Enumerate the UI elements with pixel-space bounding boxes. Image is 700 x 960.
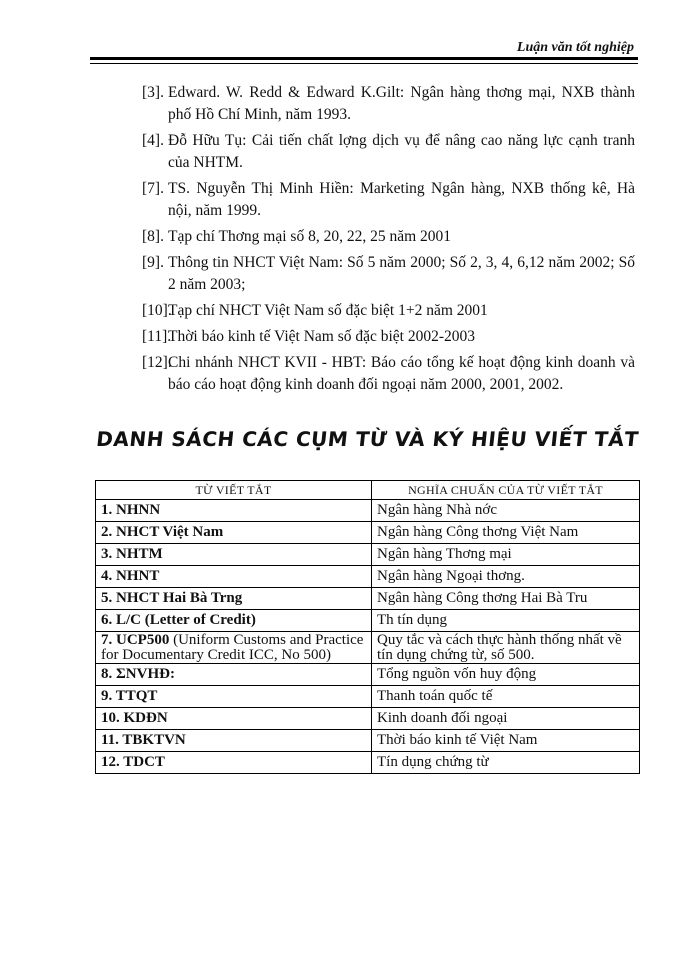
column-header-meaning: NGHĨA CHUẨN CỦA TỪ VIẾT TẮT bbox=[372, 481, 640, 500]
reference-item bbox=[142, 130, 635, 174]
section-title: DANH SÁCH CÁC CỤM TỪ VÀ KÝ HIỆU VIẾT TẮT bbox=[95, 427, 640, 451]
table-header-row bbox=[96, 481, 640, 500]
reference-text: Thông tin NHCT Việt Nam: Số 5 năm 2000; Số 2, 3, 4, 6,12 năm 2002; Số 2 năm 2003; bbox=[168, 254, 635, 293]
abbreviation-cell: 4. NHNT bbox=[96, 566, 372, 588]
abbreviation-cell: 1. NHNN bbox=[96, 500, 372, 522]
column-header-abbreviation: TỪ VIẾT TẮT bbox=[96, 481, 372, 500]
table-row bbox=[96, 632, 640, 664]
meaning-cell: Ngân hàng Công thơng Việt Nam bbox=[372, 522, 640, 544]
reference-number: [4]. bbox=[142, 132, 164, 149]
table-row bbox=[96, 544, 640, 566]
reference-text: Thời báo kinh tế Việt Nam số đặc biệt 2002-2003 bbox=[168, 328, 476, 345]
meaning-cell: Tổng nguồn vốn huy động bbox=[372, 664, 640, 686]
table-row bbox=[96, 566, 640, 588]
table-row bbox=[96, 522, 640, 544]
meaning-cell: Kinh doanh đối ngoại bbox=[372, 708, 640, 730]
reference-item bbox=[142, 300, 635, 322]
meaning-cell: Ngân hàng Nhà nớc bbox=[372, 500, 640, 522]
reference-number: [9]. bbox=[142, 254, 164, 271]
abbreviation-cell: 5. NHCT Hai Bà Trng bbox=[96, 588, 372, 610]
reference-text: Edward. W. Redd & Edward K.Gilt: Ngân hàng thơng mại, NXB thành phố Hồ Chí Minh, năm 1993. bbox=[168, 84, 635, 123]
table-row bbox=[96, 588, 640, 610]
reference-number: [3]. bbox=[142, 84, 164, 101]
reference-text: Chi nhánh NHCT KVII - HBT: Báo cáo tổng kế hoạt động kinh doanh và báo cáo hoạt động kinh doanh đối ngoại năm 2000, 2001, 2002. bbox=[168, 354, 635, 393]
meaning-cell: Th tín dụng bbox=[372, 610, 640, 632]
meaning-cell: Thời báo kinh tế Việt Nam bbox=[372, 730, 640, 752]
abbreviation-cell: 12. TDCT bbox=[96, 752, 372, 774]
abbreviation-detail: (Uniform Customs and Practice for Documentary Credit ICC, No 500) bbox=[101, 632, 364, 663]
reference-item bbox=[142, 226, 635, 248]
abbreviation-code: 7. UCP500 bbox=[101, 632, 170, 648]
meaning-cell: Ngân hàng Ngoại thơng. bbox=[372, 566, 640, 588]
abbreviation-cell: 8. ΣNVHĐ: bbox=[96, 664, 372, 686]
reference-text: Tạp chí Thơng mại số 8, 20, 22, 25 năm 2001 bbox=[168, 228, 452, 245]
header-title: Luận văn tốt nghiệp bbox=[516, 40, 634, 55]
table-row bbox=[96, 686, 640, 708]
abbreviation-cell: 6. L/C (Letter of Credit) bbox=[96, 610, 372, 632]
table-row bbox=[96, 610, 640, 632]
references-list bbox=[142, 82, 635, 400]
reference-item bbox=[142, 326, 635, 348]
abbreviation-cell: 3. NHTM bbox=[96, 544, 372, 566]
reference-number: [11]. bbox=[142, 328, 172, 345]
reference-number: [12]. bbox=[142, 354, 172, 371]
meaning-cell: Ngân hàng Công thơng Hai Bà Tru bbox=[372, 588, 640, 610]
page-header bbox=[90, 38, 638, 60]
meaning-cell: Tín dụng chứng từ bbox=[372, 752, 640, 774]
abbreviation-cell bbox=[96, 632, 372, 664]
table-row bbox=[96, 664, 640, 686]
reference-number: [8]. bbox=[142, 228, 164, 245]
reference-item bbox=[142, 352, 635, 396]
reference-number: [10]. bbox=[142, 302, 172, 319]
abbreviation-cell: 11. TBKTVN bbox=[96, 730, 372, 752]
table-row bbox=[96, 708, 640, 730]
reference-item bbox=[142, 82, 635, 126]
meaning-cell: Ngân hàng Thơng mại bbox=[372, 544, 640, 566]
reference-item bbox=[142, 178, 635, 222]
reference-text: Tạp chí NHCT Việt Nam số đặc biệt 1+2 năm 2001 bbox=[168, 302, 488, 319]
header-rule bbox=[90, 57, 638, 60]
table-row bbox=[96, 730, 640, 752]
reference-number: [7]. bbox=[142, 180, 164, 197]
abbreviation-cell: 10. KDĐN bbox=[96, 708, 372, 730]
header-rule-thin bbox=[90, 63, 638, 64]
meaning-cell: Quy tắc và cách thực hành thống nhất về tín dụng chứng từ, số 500. bbox=[372, 632, 640, 664]
reference-item bbox=[142, 252, 635, 296]
meaning-cell: Thanh toán quốc tế bbox=[372, 686, 640, 708]
abbreviations-table bbox=[95, 480, 640, 774]
table-row bbox=[96, 500, 640, 522]
abbreviation-cell: 2. NHCT Việt Nam bbox=[96, 522, 372, 544]
reference-text: Đỗ Hữu Tụ: Cải tiến chất lợng dịch vụ để nâng cao năng lực cạnh tranh của NHTM. bbox=[168, 132, 635, 171]
table-row bbox=[96, 752, 640, 774]
abbreviation-cell: 9. TTQT bbox=[96, 686, 372, 708]
reference-text: TS. Nguyễn Thị Minh Hiền: Marketing Ngân hàng, NXB thống kê, Hà nội, năm 1999. bbox=[168, 180, 635, 219]
